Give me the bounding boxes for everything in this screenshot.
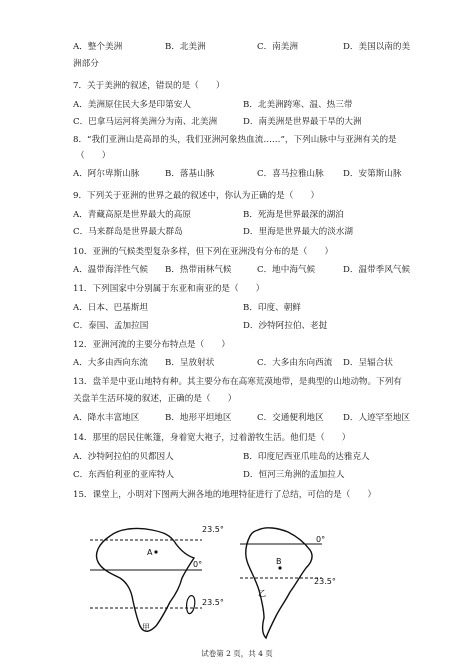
q10-options: [73, 264, 413, 276]
q8-stem: 8．“我们亚洲山是高昂的头，我们亚洲河象热血流……”，下列山脉中与亚洲有关的是: [73, 135, 397, 145]
q13-option-d: D．人迹罕至地区: [343, 413, 411, 423]
q6-option-d: D．美国以南的美: [343, 42, 411, 52]
madagascar-island: [187, 596, 195, 614]
q13-options: [73, 412, 413, 424]
q11-option-d: D．沙特阿拉伯、老挝: [243, 321, 328, 331]
africa-map: [90, 525, 224, 632]
q14-stem: 14．那里的居民住帐篷，身着宽大袍子，过着游牧生活。他们是（ ）: [73, 433, 351, 443]
point-a-label: A: [147, 548, 153, 557]
q12-stem: 12．亚洲河流的主要分布特点是（ ）: [73, 340, 231, 350]
q14-options-row1: [73, 451, 413, 463]
q8-option-b: B．落基山脉: [165, 169, 215, 179]
q12-options: [73, 357, 413, 369]
q6-option-d-cont: 洲部分: [73, 59, 99, 69]
africa-tropic-north-label: 23.5°: [202, 525, 224, 534]
q9-stem: 9．下列关于亚洲的世界之最的叙述中，你认为正确的是（ ）: [73, 191, 320, 201]
q7-options-row2: [73, 116, 413, 128]
sa-equator-label: 0°: [316, 535, 326, 544]
q7-stem: 7．关于美洲的叙述，错误的是（ ）: [73, 81, 225, 91]
q9-option-d: D．里海是世界最大的淡水湖: [243, 227, 354, 237]
q11-options-row1: [73, 302, 413, 314]
q7-option-a: A．美洲原住民大多是印第安人: [73, 100, 191, 110]
africa-tropic-south-label: 23.5°: [202, 598, 224, 607]
q7-option-b: B．北美洲跨寒、温、热三带: [243, 100, 353, 110]
q10-option-d: D．温带季风气候: [343, 265, 411, 275]
q13-stem-cont: 关盘羊生活环境的叙述，正确的是（ ）: [73, 394, 237, 404]
q7-option-c: C．巴拿马运河将美洲分为南、北美洲: [73, 117, 218, 127]
q11-option-b: B．印度、朝鲜: [243, 303, 301, 313]
q12-option-d: D．呈辐合状: [343, 358, 393, 368]
q14-option-d: D．恒河三角洲的孟加拉人: [243, 470, 345, 480]
point-yi-label: 乙: [258, 589, 266, 598]
q11-option-c: C．泰国、孟加拉国: [73, 321, 149, 331]
q6-option-c: C．南美洲: [257, 42, 298, 52]
q8-option-c: C．喜马拉雅山脉: [257, 169, 324, 179]
q13-option-c: C．交通便利地区: [257, 413, 324, 423]
q14-option-c: C．东西伯利亚的亚库特人: [73, 470, 175, 480]
q6-options: [73, 41, 413, 53]
q14-option-b: B．印度尼西亚爪哇岛的达雅克人: [243, 452, 370, 462]
q11-option-a: A．日本、巴基斯坦: [73, 303, 148, 313]
q9-options-row2: [73, 226, 413, 238]
q13-option-a: A．降水丰富地区: [73, 413, 140, 423]
q9-option-b: B．死海是世界最深的湖泊: [243, 210, 344, 220]
q10-option-b: B．热带雨林气候: [165, 265, 232, 275]
south-america-map: [240, 528, 336, 638]
continent-maps-figure: [90, 522, 350, 642]
q10-option-c: C．地中海气候: [257, 265, 316, 275]
point-b-label: B: [276, 557, 282, 566]
point-jia-label: 甲: [142, 623, 150, 632]
point-b-marker: [278, 566, 281, 569]
point-a-marker: [154, 550, 157, 553]
q9-option-c: C．马来群岛是世界最大群岛: [73, 227, 183, 237]
q13-option-b: B．地形平坦地区: [165, 413, 232, 423]
q12-option-b: B．呈放射状: [165, 358, 215, 368]
q11-stem: 11．下列国家中分别属于东亚和南亚的是（ ）: [73, 284, 265, 294]
q8-options: [73, 168, 413, 180]
q15-stem: 15．课堂上，小明对下图两大洲各地的地理特征进行了总结，可信的是（ ）: [73, 490, 377, 500]
q10-stem: 10．亚洲的气候类型复杂多样，但下列在亚洲没有分布的是（ ）: [73, 247, 334, 257]
q13-stem: 13．盘羊是中亚山地特有种。其主要分布在高寒荒漠地带，是典型的山地动物。下列有: [73, 377, 402, 387]
q7-option-d: D．南美洲是世界最干旱的大洲: [243, 117, 362, 127]
q9-options-row1: [73, 209, 413, 221]
q12-option-a: A．大多由西向东流: [73, 358, 148, 368]
q7-options-row1: [73, 99, 413, 111]
q8-stem-cont: （ ）: [76, 151, 111, 161]
q11-options-row2: [73, 320, 413, 332]
q14-options-row2: [73, 469, 413, 481]
africa-equator-label: 0°: [193, 560, 203, 569]
sa-tropic-south-label: 23.5°: [314, 577, 336, 586]
q6-option-a: A．整个美洲: [73, 42, 123, 52]
q14-option-a: A．沙特阿拉伯的贝都因人: [73, 452, 174, 462]
q8-option-d: D．安第斯山脉: [343, 169, 402, 179]
page-footer: 试卷第 2 页，共 4 页: [201, 649, 273, 658]
q9-option-a: A．青藏高原是世界最大的高原: [73, 210, 191, 220]
q6-option-b: B．北美洲: [165, 42, 206, 52]
q10-option-a: A．温带海洋性气候: [73, 265, 148, 275]
q8-option-a: A．阿尔卑斯山脉: [73, 169, 140, 179]
q12-option-c: C．大多由东向西流: [257, 358, 333, 368]
